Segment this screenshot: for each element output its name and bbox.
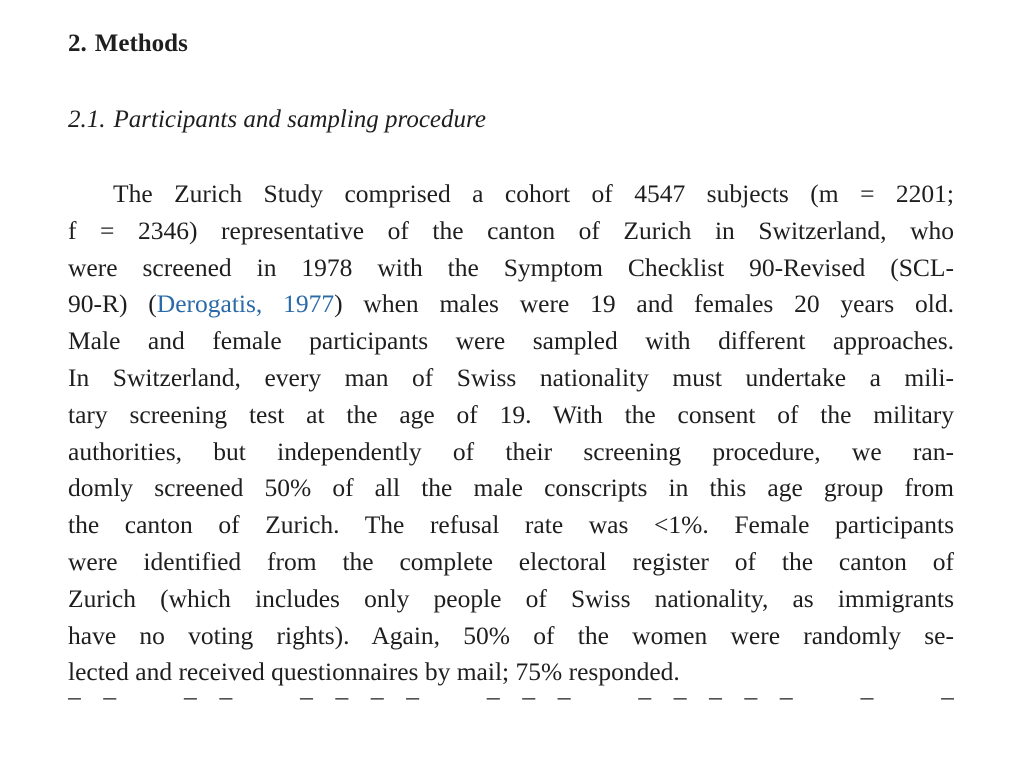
paragraph-line: authorities, but independently of their screening procedure, we ran- [68, 437, 954, 466]
paragraph-line: were screened in 1978 with the Symptom Checklist 90-Revised (SCL- [68, 253, 954, 282]
section-number: 2. [68, 30, 87, 57]
paragraph-line: The Zurich Study comprised a cohort of 4547 subjects (m = 2201; [113, 179, 954, 208]
subsection-title: Participants and sampling procedure [113, 106, 486, 133]
paragraph-line-with-citation [68, 286, 954, 323]
paragraph-line: Zurich (which includes only people of Swiss nationality, as immigrants [68, 584, 954, 613]
paragraph-line: Male and female participants were sampled with different approaches. [68, 326, 954, 355]
subsection-number: 2.1. [68, 106, 106, 133]
paragraph-line: domly screened 50% of all the male conscripts in this age group from [68, 473, 954, 502]
paragraph-line: have no voting rights). Again, 50% of the women were randomly se- [68, 621, 954, 650]
paragraph-line: were identified from the complete electoral register of the canton of [68, 547, 954, 576]
line-text: ) when males were 19 and females 20 years old. [334, 289, 955, 318]
paragraph-line: lected and received questionnaires by mail; 75% responded. [68, 657, 680, 686]
subsection-heading [68, 106, 486, 134]
paragraph-line: f = 2346) representative of the canton of Zurich in Switzerland, who [68, 216, 954, 245]
line-text: 90-R) ( [68, 289, 157, 318]
paragraph-line: In Switzerland, every man of Swiss nationality must undertake a mili- [68, 363, 954, 392]
section-heading [68, 30, 188, 58]
citation-link[interactable]: Derogatis, 1977 [156, 289, 335, 318]
paragraph-line: the canton of Zurich. The refusal rate was <1%. Female participants [68, 510, 954, 539]
section-title: Methods [94, 30, 188, 57]
paragraph-line: tary screening test at the age of 19. With the consent of the military [68, 400, 954, 429]
cropped-next-line [68, 696, 954, 704]
